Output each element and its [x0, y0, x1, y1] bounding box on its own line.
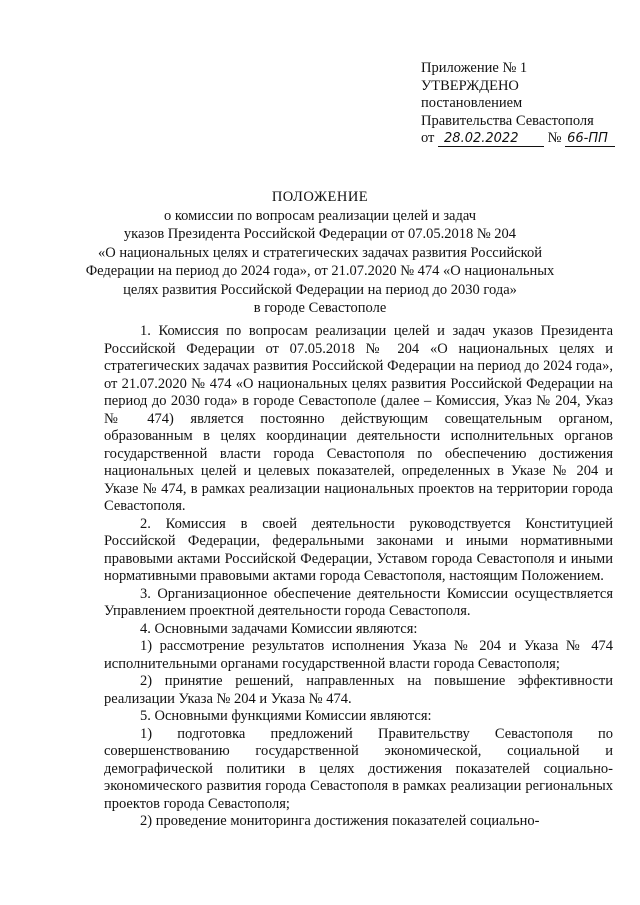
resolution-label: постановлением	[421, 95, 523, 111]
heading-line-5: целях развития Российской Федерации на период до 2030 года»	[123, 281, 517, 298]
heading-line-1: о комиссии по вопросам реализации целей и задач	[163, 207, 477, 224]
document-heading	[80, 188, 560, 318]
resolution-number: 66-ПП	[565, 132, 615, 147]
approved-label: УТВЕРЖДЕНО	[421, 77, 519, 94]
paragraph: 4. Основными задачами Комиссии являются:	[140, 620, 418, 637]
paragraph: 2) проведение мониторинга достижения показателей социально-	[140, 813, 540, 829]
paragraph: 1) рассмотрение результатов исполнения Указа № 204 и Указа № 474 исполнительными органами государственной власти города Севастополя;	[104, 638, 613, 672]
heading-line-3: «О национальных целях и стратегических задачах развития Российской	[97, 244, 543, 261]
heading-line-2: указов Президента Российской Федерации от 07.05.2018 № 204	[123, 226, 517, 242]
date-prefix: от	[421, 130, 435, 146]
resolution-date: 28.02.2022	[438, 132, 544, 147]
paragraph: 1) подготовка предложений Правительству Севастополя по совершенствованию государственной экономической, социальной и демографической политики в целях достижения показателей социально-экономического развития города Севастополя в рамках реализации региональных проектов города Севастополя;	[104, 725, 613, 812]
heading-line-4: Федерации на период до 2024 года», от 21.07.2020 № 474 «О национальных	[85, 263, 555, 279]
document-title: ПОЛОЖЕНИЕ	[271, 189, 369, 205]
appendix-block	[421, 60, 631, 148]
paragraph: 2) принятие решений, направленных на повышение эффективности реализации Указа № 204 и Указа № 474.	[104, 673, 613, 707]
paragraph: 2. Комиссия в своей деятельности руководствуется Конституцией Российской Федерации, федеральными законами и иными нормативными правовыми актами Российской Федерации, Уставом города Севастополя и иными нормативными правовыми актами города Севастополя, настоящим Положением.	[104, 515, 613, 584]
government-label: Правительства Севастополя	[421, 112, 594, 129]
document-body	[104, 323, 613, 831]
paragraph: 1. Комиссия по вопросам реализации целей и задач указов Президента Российской Федерации от 07.05.2018 № 204 «О национальных целях и стратегических задачах развития Российской Федерации на период до 2024 года», от 21.07.2020 № 474 «О национальных целях развития Российской Федерации на период до 2030 года» в городе Севастополе (далее – Комиссия, Указ № 204, Указ № 474) является постоянно действующим совещательным органом, образованным в целях координации деятельности исполнительных органов государственной власти города Севастополя по обеспечению достижения национальных целей и целевых показателей, определенных в Указе № 204 и Указе № 474, в рамках реализации национальных проектов на территории города Севастополя.	[104, 323, 613, 514]
paragraph: 5. Основными функциями Комиссии являются:	[140, 708, 432, 724]
number-prefix: №	[547, 130, 562, 146]
paragraph: 3. Организационное обеспечение деятельности Комиссии осуществляется Управлением проектной деятельности города Севастополя.	[104, 585, 613, 619]
date-number-line	[421, 130, 631, 148]
heading-line-6: в городе Севастополе	[253, 300, 387, 316]
appendix-number: Приложение № 1	[421, 60, 528, 76]
